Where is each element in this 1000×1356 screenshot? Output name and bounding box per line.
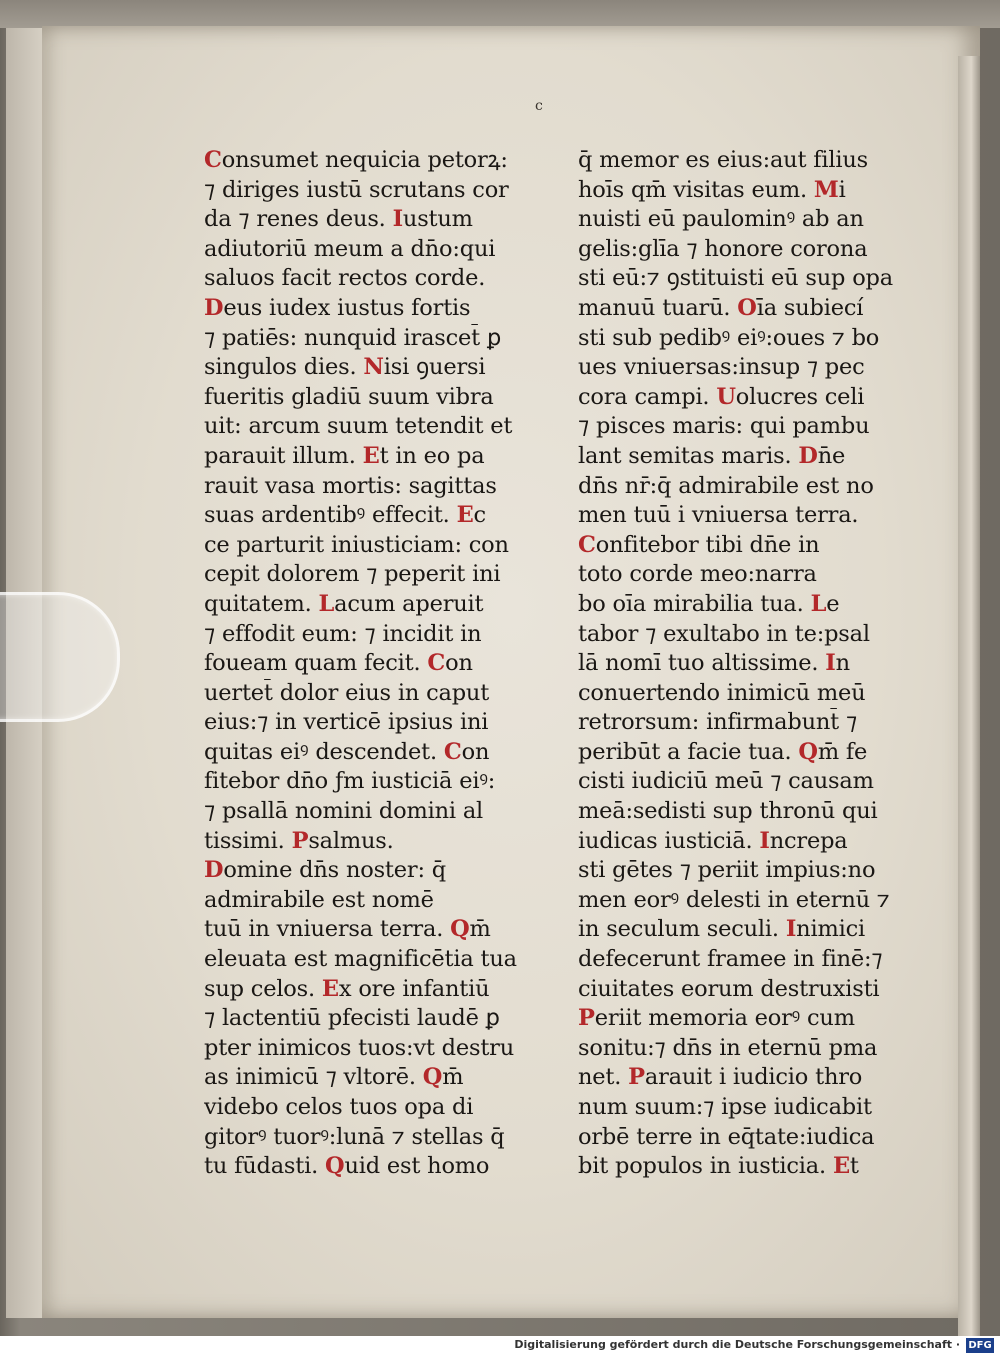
left-column-line: sup celos. Ex ore infantiū [204, 975, 490, 1002]
right-column-line: iudicas iusticiā. Increpa [578, 827, 848, 854]
left-column-line: quitas eiꝰ descendet. Con [204, 738, 490, 765]
right-column-line: lā nomī tuo altissime. In [578, 650, 850, 677]
right-column-line: sonitu:⁊ dn̄s in eternū pma [578, 1034, 878, 1061]
dfg-logo: DFG [966, 1338, 994, 1353]
right-column-line: orbē terre in eq̄tate:iudica [578, 1123, 875, 1150]
left-column-line: tissimi. Psalmus. [204, 827, 394, 854]
left-column-line: tuū in vniuersa terra. Qm̄ [204, 916, 491, 943]
left-column-line: saluos facit rectos corde. [204, 265, 486, 292]
left-column-line: uit: arcum suum tetendit et [204, 413, 513, 440]
page-edge-shadow [958, 56, 980, 1356]
right-column-line: dn̄s nr̄:q̄ admirabile est no [578, 472, 874, 499]
left-column-line: ce parturit iniusticiam: con [204, 531, 509, 558]
right-column-line: sti gētes ⁊ periit impius:no [578, 857, 876, 884]
left-column-line: ⁊ diriges iustū scrutans cor [204, 176, 509, 203]
right-column-line: men eorꝰ delesti in eternū ⁊ [578, 886, 890, 913]
left-column-line: foueam quam fecit. Con [204, 650, 473, 677]
right-column-line: conuertendo inimicū meū [578, 679, 866, 706]
right-column-line: hoīs qm̄ visitas eum. Mi [578, 176, 846, 203]
right-column-line: toto corde meo:narra [578, 561, 817, 588]
left-column-line: adiutoriū meum a dn̄o:qui [204, 235, 496, 262]
left-column-line: cepit dolorem ⁊ peperit ini [204, 561, 501, 588]
left-column-line: tu fūdasti. Quid est homo [204, 1153, 490, 1180]
signature-mark: c [535, 98, 543, 114]
right-column-line: num suum:⁊ ipse iudicabit [578, 1094, 872, 1120]
left-column-line: quitatem. Lacum aperuit [204, 590, 484, 617]
right-column-line: tabor ⁊ exultabo in te:psal [578, 620, 870, 647]
left-column-line: rauit vasa mortis: sagittas [204, 472, 497, 499]
left-column-line: admirabile est nomē [204, 886, 434, 913]
left-column-line: videbo celos tuos opa di [204, 1094, 474, 1120]
left-column-line: pter inimicos tuos:vt destru [204, 1034, 515, 1061]
left-column-line: fitebor dn̄o ƒm iusticiā eiꝰ: [204, 768, 496, 795]
right-column-line: bo oīa mirabilia tua. Le [578, 590, 840, 617]
right-column-line: cora campi. Uolucres celi [578, 383, 865, 410]
left-column-line: fueritis gladiū suum vibra [204, 383, 494, 410]
left-column-line: as inimicū ⁊ vltorē. Qm̄ [204, 1064, 464, 1091]
right-column-line: in seculum seculi. Inimici [578, 916, 865, 943]
right-column-line: net. Parauit i iudicio thro [578, 1064, 863, 1091]
left-column-line: suas ardentibꝰ effecit. Ec [204, 502, 486, 529]
right-column-line: retrorsum: infirmabunt̄ ⁊ [578, 709, 857, 736]
left-column-line: eleuata est magnificētia tua [204, 946, 517, 973]
left-column-line: ⁊ patiēs: nunquid irascet̄ ꝑ [204, 324, 502, 351]
left-column-line: Deus iudex iustus fortis [204, 294, 471, 321]
right-column-line: cisti iudiciū meū ⁊ causam [578, 768, 874, 795]
left-column-line: parauit illum. Et in eo pa [204, 442, 485, 469]
left-column-line: da ⁊ renes deus. Iustum [204, 206, 473, 233]
right-column-line: sti eū:⁊ ꝯstituisti eū sup opa [578, 265, 893, 292]
left-column-line: eius:⁊ in verticē ipsius ini [204, 709, 489, 736]
right-column-line: ues vniuersas:insup ⁊ pec [578, 354, 865, 381]
right-column-line: meā:sedisti sup thronū qui [578, 798, 878, 825]
left-column-line: uertet̄ dolor eius in caput [204, 679, 490, 706]
right-column-line: defecerunt framee in finē:⁊ [578, 946, 883, 973]
left-column-line: singulos dies. Nisi ꝯuersi [204, 354, 486, 381]
right-column-line: gelis:glīa ⁊ honore corona [578, 235, 868, 262]
right-column-line: ciuitates eorum destruxisti [578, 975, 880, 1002]
left-column-line: ⁊ effodit eum: ⁊ incidit in [204, 620, 482, 647]
left-column-line: ⁊ lactentiū pfecisti laudē ꝑ [204, 1005, 500, 1032]
left-column-line: gitorꝰ tuorꝰ:lunā ⁊ stellas q̄ [204, 1123, 505, 1150]
book-binding [0, 0, 1000, 28]
right-column-line: lant semitas maris. Dn̄e [578, 442, 846, 469]
plastic-page-clip [0, 592, 120, 722]
right-column-line: men tuū i vniuersa terra. [578, 502, 859, 529]
footer-credit: Digitalisierung gefördert durch die Deutsche Forschungsgemeinschaft · [514, 1338, 960, 1351]
right-column-line: manuū tuarū. Oīa subiecí [578, 294, 864, 321]
right-column-line: nuisti eū paulominꝰ ab an [578, 206, 864, 233]
left-column-line: Consumet nequicia petorꝝ: [204, 147, 508, 173]
right-text-column [578, 146, 908, 1182]
right-column-line: Periit memoria eorꝰ cum [578, 1005, 855, 1032]
right-column-line: peribūt a facie tua. Qm̄ fe [578, 738, 868, 765]
right-column-line: ⁊ pisces maris: qui pambu [578, 413, 870, 440]
left-column-line: Domine dn̄s noster: q̄ [204, 857, 446, 884]
right-column-line: Confitebor tibi dn̄e in [578, 531, 820, 558]
right-column-line: sti sub pedibꝰ eiꝰ:oues ⁊ bo [578, 324, 880, 351]
left-text-column [204, 146, 556, 1182]
footer-bar [0, 1336, 1000, 1356]
right-column-line: bit populos in iusticia. Et [578, 1153, 859, 1180]
right-column-line: q̄ memor es eius:aut filius [578, 147, 869, 173]
left-column-line: ⁊ psallā nomini domini al [204, 798, 484, 825]
